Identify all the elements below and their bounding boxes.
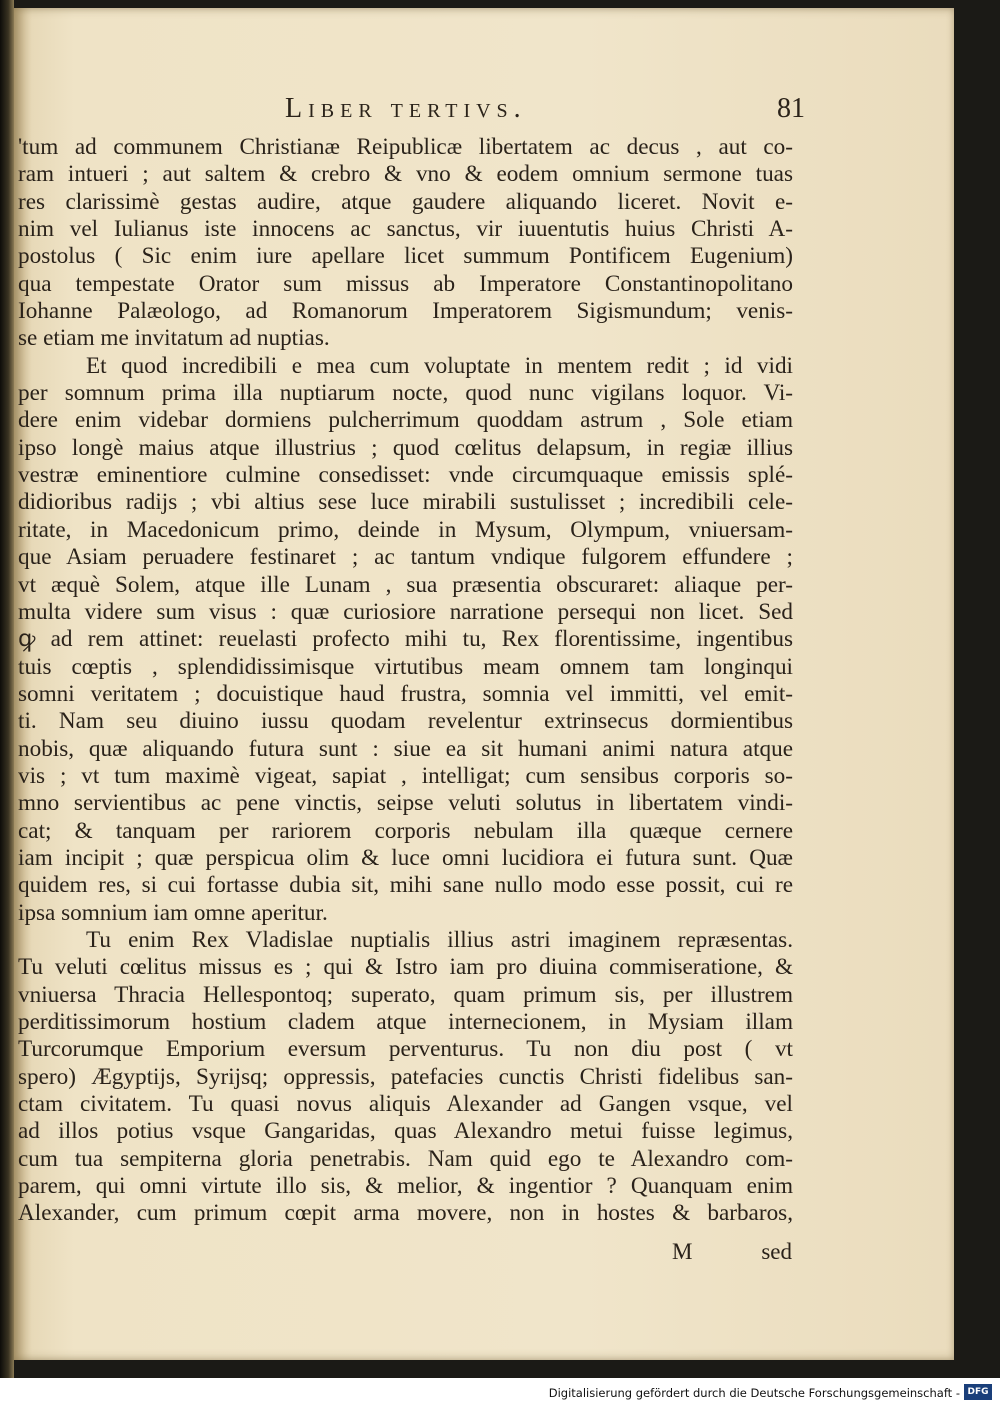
text-line: per somnum prima illa nuptiarum nocte, quod nunc vigilans loquor. Vi- [18,380,793,407]
text-line: ti. Nam seu diuino iussu quodam revelentur extrinsecus dormientibus [18,708,793,735]
body-text [18,134,793,1228]
text-line: cum tua sempiterna gloria penetrabis. Nam quid ego te Alexandro com- [18,1145,793,1172]
text-line: spero) Ægyptijs, Syrijsq; oppressis, patefacies cunctis Christi fidelibus san- [18,1063,793,1090]
page-number: 81 [777,93,805,124]
text-line: ctam civitatem. Tu quasi novus aliquis Alexander ad Gangen vsque, vel [18,1091,793,1118]
page-header [285,93,805,129]
text-line: Et quod incredibili e mea cum voluptate in mentem redit ; id vidi [86,352,793,379]
text-line: res clarissimè gestas audire, atque gaudere aliquando liceret. Novit e- [18,188,793,215]
text-line: postolus ( Sic enim iure apellare licet summum Pontificem Eugenium) [18,243,793,270]
text-line: tuis cœptis , splendidissimisque virtutibus meam omnem tam longinqui [18,653,793,680]
digitization-credit: Digitalisierung gefördert durch die Deutsche Forschungsgemeinschaft - [548,1386,960,1400]
text-line: Alexander, cum primum cœpit arma movere, non in hostes & barbaros, [18,1200,793,1227]
text-line: parem, qui omni virtute illo sis, & melior, & ingentior ? Quanquam enim [18,1173,793,1200]
catchword: sed [761,1239,792,1264]
text-line: ram intueri ; aut saltem & crebro & vno & eodem omnium sermone tuas [18,161,793,188]
text-line: perditissimorum hostium cladem atque internecionem, in Mysiam illam [18,1009,793,1035]
text-line: somni veritatem ; docuistique haud frustra, somnia vel immitti, vel emit- [18,680,793,707]
text-line: ipsa somnium iam omne aperitur. [18,899,328,926]
text-line: quidem res, si cui fortasse dubia sit, mihi sane nullo modo esse possit, cui re [18,872,793,899]
text-line: Tu enim Rex Vladislae nuptialis illius astri imaginem repræsentas. [86,926,793,953]
text-line: vis ; vt tum maximè vigeat, sapiat , intelligat; cum sensibus corporis so- [18,762,793,789]
footer-bar [0,1378,1000,1408]
text-line: mno servientibus ac pene vinctis, seipse veluti solutus in libertatem vindi- [18,790,793,817]
text-line: que Asiam peruadere festinaret ; ac tantum vndique fulgorem effundere ; [18,544,793,571]
text-line: nim vel Iulianus iste innocens ac sanctus, vir iuuentutis huius Christi A- [18,216,793,243]
text-line: vestræ eminentiore culmine consedisset: vnde circumquaque emissis splé- [18,462,793,489]
text-line: didioribus radijs ; vbi altius sese luce mirabili sustulisset ; incredibili cele- [18,489,793,516]
text-line: cat; & tanquam per rariorem corporis nebulam illa quæque cernere [18,817,793,844]
running-title: Liber tertivs. [285,93,527,124]
text-line: qua tempestate Orator sum missus ab Imperatore Constantinopolitano [18,270,793,297]
text-line: Turcorumque Emporium eversum perventurus. Tu non diu post ( vt [18,1036,793,1063]
book-spine-edge [0,0,14,1378]
text-line: nobis, quæ aliquando futura sunt : siue ea sit humani animi natura atque [18,735,793,762]
text-line: vniuersa Thracia Hellespontoq; superato, quam primum sis, per illustrem [18,981,793,1008]
text-line: multa videre sum visus : quæ curiosiore narratione persequi non licet. Sed [18,598,793,625]
text-line: ad illos potius vsque Gangaridas, quas Alexandro metui fuisse legimus, [18,1118,793,1145]
text-line: ꝙ ad rem attinet: reuelasti profecto mihi tu, Rex florentissime, ingentibus [18,626,793,653]
signature-mark: M [672,1239,693,1264]
text-line: 'tum ad communem Christianæ Reipublicæ libertatem ac decus , aut co- [18,134,793,160]
text-line: dere enim videbar dormiens pulcherrimum quoddam astrum , Sole etiam [18,407,793,434]
catchline [672,1239,792,1269]
text-line: ritate, in Macedonicum primo, deinde in Mysum, Olympum, vniuersam- [18,516,793,543]
text-line: vt æquè Solem, atque ille Lunam , sua præsentia obscuraret: aliaque per- [18,571,793,598]
text-line: iam incipit ; quæ perspicua olim & luce omni lucidiora ei futura sunt. Quæ [18,844,793,871]
dfg-logo: DFG [964,1384,992,1400]
text-line: Tu veluti cœlitus missus es ; qui & Istro iam pro diuina commiseratione, & [18,954,793,981]
text-line: ipso longè maius atque illustrius ; quod cœlitus delapsum, in regiæ illius [18,434,793,461]
text-line: se etiam me invitatum ad nuptias. [18,325,330,352]
text-line: Iohanne Palæologo, ad Romanorum Imperatorem Sigismundum; venis- [18,298,793,325]
